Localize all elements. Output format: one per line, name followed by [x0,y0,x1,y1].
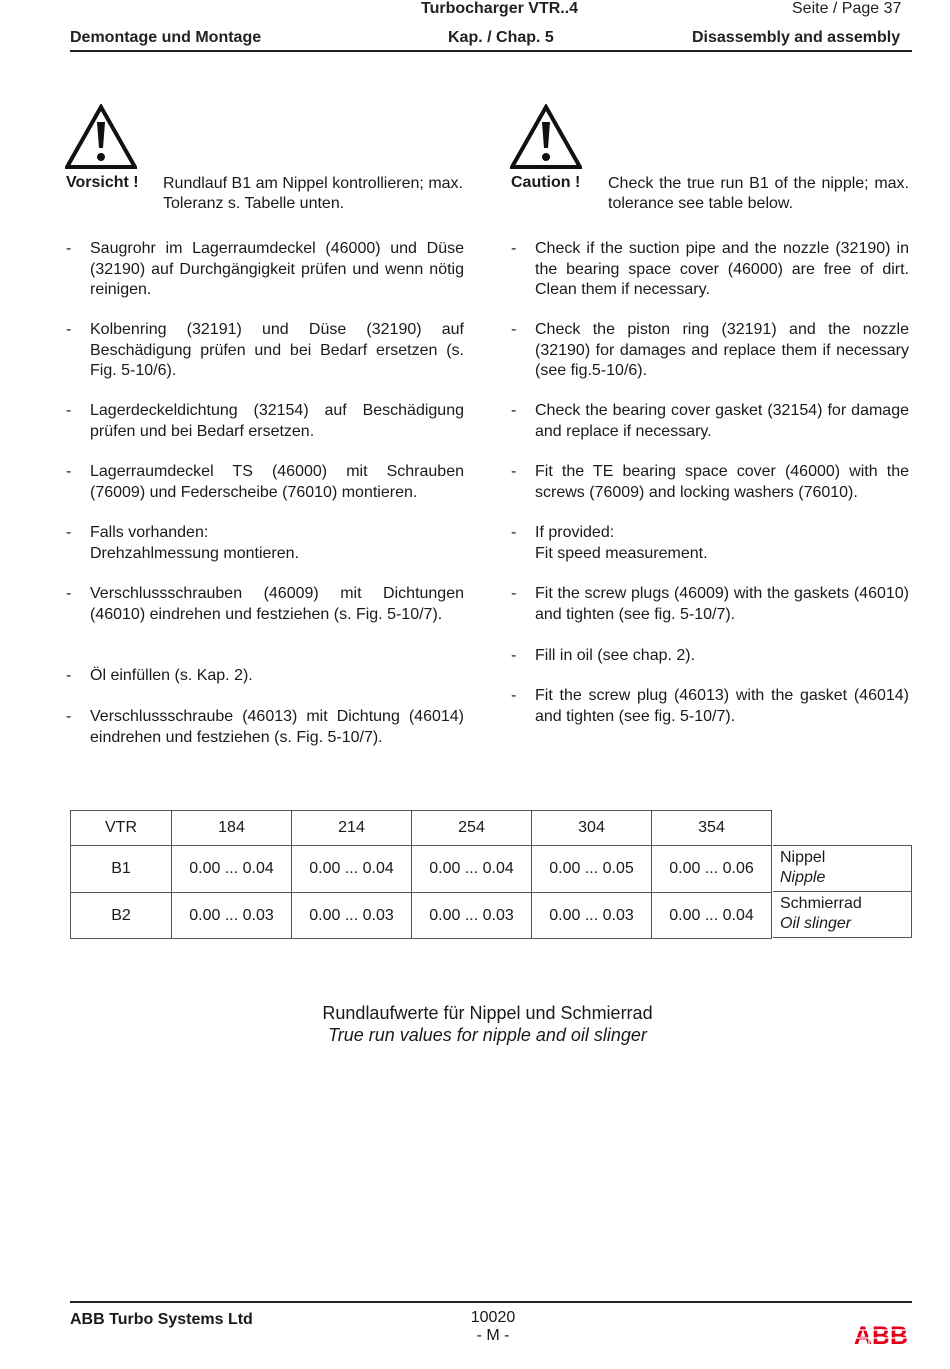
table-header-row [71,811,772,846]
table-cell: 0.00 ... 0.03 [292,893,412,939]
table-cell: 0.00 ... 0.03 [532,893,652,939]
legend-label-de: Nippel [780,849,826,866]
footer-rule [70,1301,912,1303]
table-header-cell: 354 [652,811,772,846]
table-cell: 0.00 ... 0.03 [172,893,292,939]
table-header-cell: 254 [412,811,532,846]
legend-divider [773,891,911,892]
row-label: B1 [71,846,172,893]
table-caption-en: True run values for nipple and oil slinger [328,1025,647,1045]
warning-triangle-icon [65,104,137,170]
header-rule [70,50,912,52]
warning-triangle-icon [510,104,582,170]
chapter-label: Kap. / Chap. 5 [448,29,554,46]
revision: - M - [476,1327,510,1344]
row-label: B2 [71,893,172,939]
caution-label-de: Vorsicht ! [66,174,139,191]
caution-label-en: Caution ! [511,174,581,191]
table-cell: 0.00 ... 0.06 [652,846,772,893]
table-caption-de: Rundlaufwerte für Nippel und Schmierrad [322,1003,653,1023]
table-cell: 0.00 ... 0.05 [532,846,652,893]
legend-label-de: Schmierrad [780,895,862,912]
company-name: ABB Turbo Systems Ltd [70,1311,253,1328]
table-header-cell: 214 [292,811,412,846]
table-header-cell: 304 [532,811,652,846]
doc-number: 10020 [470,1309,516,1326]
table-cell: 0.00 ... 0.03 [412,893,532,939]
table-header-cell: 184 [172,811,292,846]
document-title: Turbocharger VTR..4 [421,0,579,17]
caution-text-en: Check the true run B1 of the nipple; max. tolerance see table below. [608,175,909,212]
abb-logo-text: ABB [853,1322,909,1348]
table-cell: 0.00 ... 0.04 [172,846,292,893]
legend-oil-slinger [780,894,862,934]
page-number: Seite / Page 37 [792,0,902,17]
table-row [71,846,772,893]
header-left-title: Demontage und Montage [70,29,262,46]
true-run-table [70,810,772,939]
legend-label-en: Oil slinger [780,915,852,932]
table-row [71,893,772,939]
abb-logo [852,1322,910,1348]
caution-text-de: Rundlauf B1 am Nippel kontrollieren; max. Toleranz s. Tabelle unten. [163,175,463,212]
table-cell: 0.00 ... 0.04 [652,893,772,939]
table-cell: 0.00 ... 0.04 [292,846,412,893]
table-header-cell: VTR [71,811,172,846]
legend-nipple [780,848,825,888]
legend-label-en: Nipple [780,869,826,886]
header-right-title: Disassembly and assembly [692,29,901,46]
table-cell: 0.00 ... 0.04 [412,846,532,893]
